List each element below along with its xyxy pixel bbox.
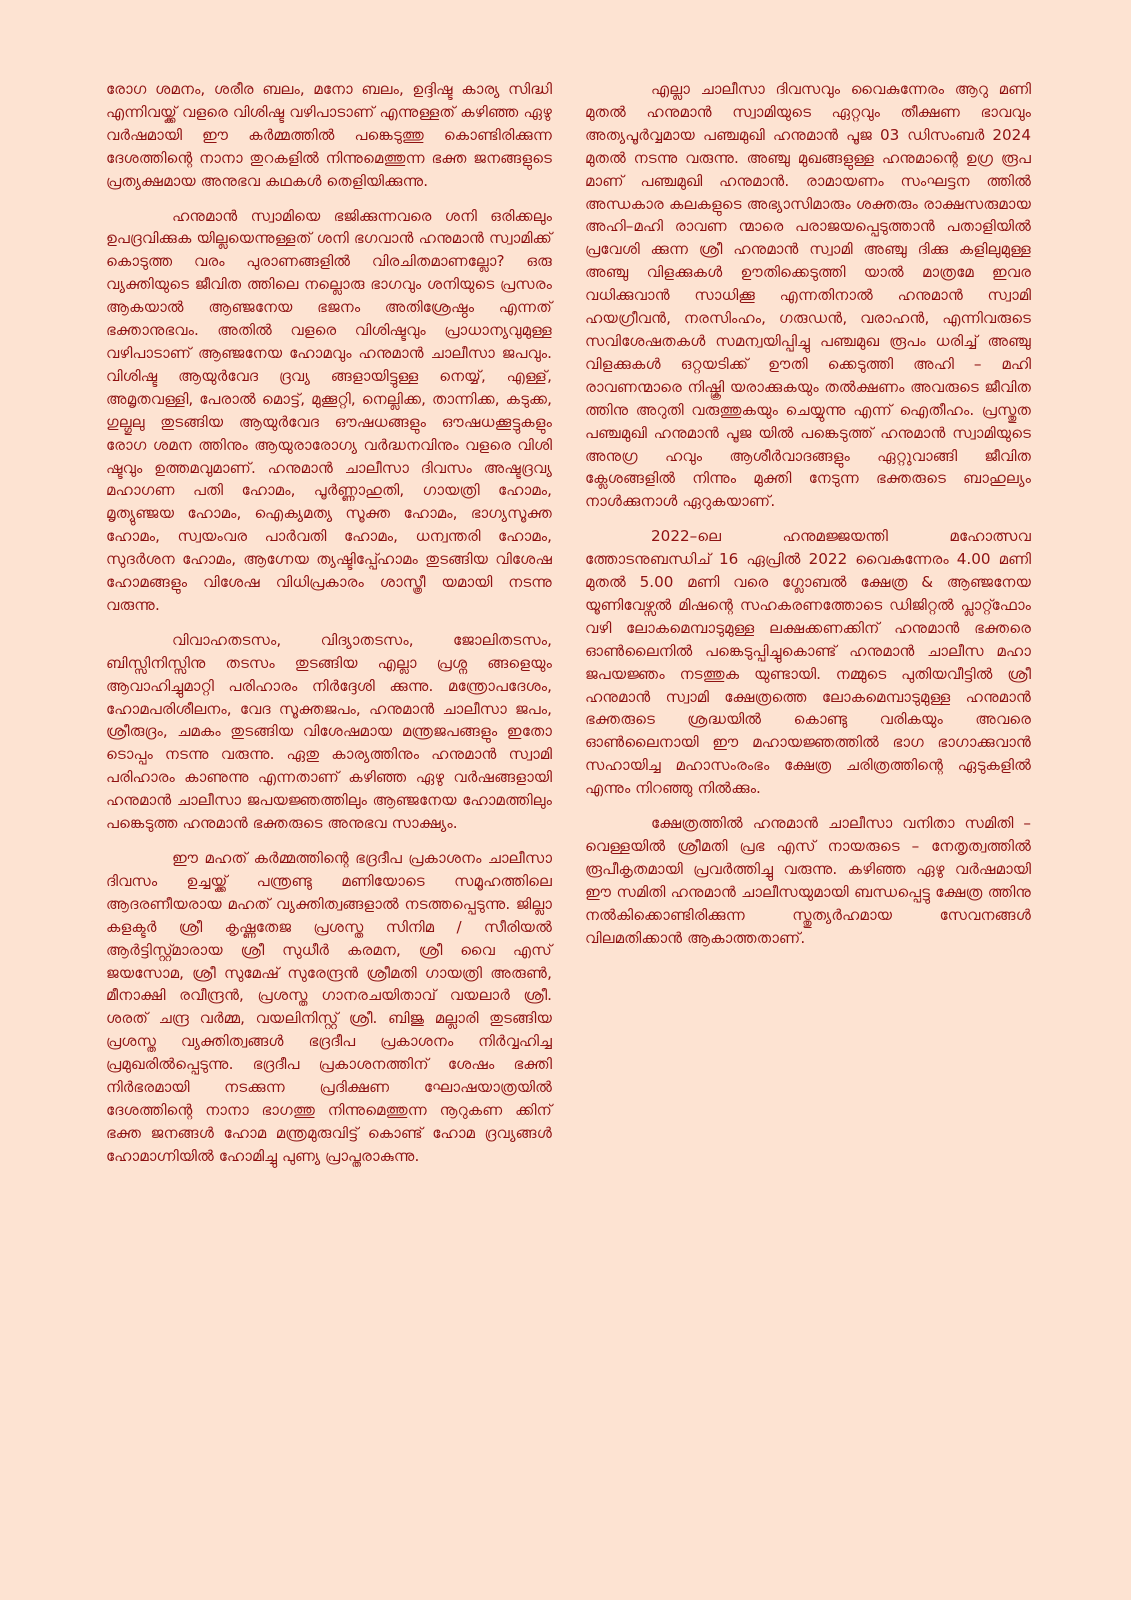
paragraph-hanuman-jayanti-2022: 2022–ലെ ഹനുമജ്ജയന്തി മഹോത്സവ ത്തോടനുബന്ധിച് 16 ഏപ്രിൽ 2022 വൈകുന്നേരം 4.00 മണി മുതൽ 5.00 മണി വരെ ഗ്ലോബൽ ക്ഷേത്ര & ആഞ്ജനേയ യൂണിവേഴ്സൽ മിഷന്റെ സഹകരണത്തോടെ ഡിജിറ്റൽ പ്ലാറ്റ്ഫോം വഴി ലോകമെമ്പാടുമുള്ള ലക്ഷക്കണക്കിന് ഹനുമാൻ ഭക്തരെ ഓൺലൈനിൽ പങ്കെടുപ്പിച്ചുകൊണ്ട് ഹനുമാൻ ചാലീസ മഹാ ജപയജ്ഞം നടത്തുക യുണ്ടായി. നമ്മുടെ പുതിയവീട്ടിൽ ശ്രീ ഹനുമാൻ സ്വാമി ക്ഷേത്രത്തെ ലോകമെമ്പാടുമുള്ള ഹനുമാൻ ഭക്തരുടെ ശ്രദ്ധയിൽ കൊണ്ടു വരികയും അവരെ ഓൺലൈനായി ഈ മഹായജ്ഞത്തിൽ ഭാഗ ഭാഗാക്കുവാൻ സഹായിച്ച മഹാസംരംഭം ക്ഷേത്ര ചരിത്രത്തിന്റെ ഏടുകളിൽ എന്നും നിറഞ്ഞു നിൽക്കും. — [585, 527, 1031, 798]
paragraph-panchamukhi-puja: എല്ലാ ചാലീസാ ദിവസവും വൈകുന്നേരം ആറു മണി മുതൽ ഹനുമാൻ സ്വാമിയുടെ ഏറ്റവും തീക്ഷണ ഭാവവും അത്യപൂർവ്വമായ പഞ്ചമുഖി ഹനുമാൻ പൂജ 03 ഡിസംബർ 2024 മുതൽ നടന്നു വരുന്നു. അഞ്ചു മുഖങ്ങളുള്ള ഹനുമാന്റെ ഉഗ്ര രൂപ മാണ് പഞ്ചമുഖി ഹനുമാൻ. രാമായണം സംഘട്ടന ത്തിൽ അന്ധകാര കലകളുടെ അഭ്യാസിമാരും ശക്തരും രാക്ഷസരുമായ അഹി–മഹി രാവണ ന്മാരെ പരാജയപ്പെടുത്താൻ പതാളിയിൽ പ്രവേശി ക്കുന്ന ശ്രീ ഹനുമാൻ സ്വാമി അഞ്ചു ദിക്കു കളിലുമുള്ള അഞ്ചു വിളക്കുകൾ ഊതിക്കെടുത്തി യാൽ മാത്രമേ ഇവര വധിക്കുവാൻ സാധിക്കൂ എന്നതിനാൽ ഹനുമാൻ സ്വാമി ഹയഗ്രീവൻ, നരസിംഹം, ഗരുഡൻ, വരാഹൻ, എന്നിവരുടെ സവിശേഷതകൾ സമന്വയിപ്പിച്ചു പഞ്ചമുഖ രൂപം ധരിച്ച് അഞ്ചു വിളക്കുകൾ ഒറ്റയടിക്ക് ഊതി ക്കെടുത്തി അഹി – മഹി രാവണന്മാരെ നിഷ്ക്രി യരാക്കുകയും തൽക്ഷണം അവരുടെ ജീവിത ത്തിനു അറുതി വരുത്തുകയും ചെയ്യുന്നു എന്ന് ഐതീഹം. പ്രസ്തുത പഞ്ചമുഖി ഹനുമാൻ പൂജ യിൽ പങ്കെടുത്ത് ഹനുമാൻ സ്വാമിയുടെ അനുഗ്ര ഹവും ആശീർവാദങ്ങളും ഏറ്റുവാങ്ങി ജീവിത ക്ലേശങ്ങളിൽ നിന്നും മുക്തി നേടുന്ന ഭക്തരുടെ ബാഹുല്യം നാൾക്കുനാൾ ഏറുകയാണ്. — [585, 80, 1031, 511]
left-column — [106, 78, 552, 1600]
paragraph-lamp-lighting: ഈ മഹത് കർമ്മത്തിന്റെ ഭദ്രദീപ പ്രകാശനം ചാലീസാ ദിവസം ഉച്ചയ്ക്ക് പന്ത്രണ്ടു മണിയോടെ സമൂഹത്തിലെ ആദരണീയരായ മഹത് വ്യക്തിത്വങ്ങളാൽ നടത്തപ്പെടുന്നു. ജില്ലാ കളക്ടർ ശ്രീ കൃഷ്ണതേജ പ്രശസ്ത സിനിമ / സീരിയൽ ആർട്ടിസ്റ്റ്മാരായ ശ്രീ സുധീർ കരമന, ശ്രീ വൈ എസ് ജയസോമ, ശ്രീ സുമേഷ് സുരേന്ദ്രൻ ശ്രീമതി ഗായത്രി അരുൺ, മീനാക്ഷി രവീന്ദ്രൻ, പ്രശസ്ത ഗാനരചയിതാവ് വയലാർ ശ്രീ. ശരത് ചന്ദ്ര വർമ്മ, വയലിനിസ്റ്റ് ശ്രീ. ബിജു മല്ലാരി തുടങ്ങിയ പ്രശസ്ത വ്യക്തിത്വങ്ങൾ ഭദ്രദീപ പ്രകാശനം നിർവ്വഹിച്ച പ്രമുഖരിൽപ്പെടുന്നു. ഭദ്രദീപ പ്രകാശനത്തിന് ശേഷം ഭക്തി നിർഭരമായി നടക്കുന്ന പ്രദിക്ഷണ ഘോഷയാത്രയിൽ ദേശത്തിന്റെ നാനാ ഭാഗത്തു നിന്നുമെത്തുന്ന നൂറുകണ ക്കിന് ഭക്ത ജനങ്ങൾ ഹോമ മന്ത്രമുരുവിട്ട് കൊണ്ട് ഹോമ ദ്രവ്യങ്ങൾ ഹോമാഗ്നിയിൽ ഹോമിച്ചു പുണ്യ പ്രാപ്തരാകുന്നു. — [106, 849, 552, 1165]
paragraph-disease-relief: രോഗ ശമനം, ശരീര ബലം, മനോ ബലം, ഉദ്ദിഷ്ട കാര്യ സിദ്ധി എന്നിവയ്ക്ക് വളരെ വിശിഷ്ട വഴിപാടാണ് എന്നുള്ളത് കഴിഞ്ഞ ഏഴു വർഷമായി ഈ കർമ്മത്തിൽ പങ്കെടുത്തു കൊണ്ടിരിക്കുന്ന ദേശത്തിന്റെ നാനാ തുറകളിൽ നിന്നുമെത്തുന്ന ഭക്ത ജനങ്ങളുടെ പ്രത്യക്ഷമായ അനുഭവ കഥകൾ തെളിയിക്കുന്നു. — [106, 80, 552, 190]
paragraph-remedies: വിവാഹതടസം, വിദ്യാതടസം, ജോലിതടസം, ബിസ്സിനിസ്സിനു തടസം തുടങ്ങിയ എല്ലാ പ്രശ്ന ങ്ങളെയും ആവാഹിച്ചുമാറ്റി പരിഹാരം നിർദ്ദേശി ക്കുന്നു. മന്ത്രോപദേശം, ഹോമപരിശീലനം, വേദ സൂക്തജപം, ഹനുമാൻ ചാലീസാ ജപം, ശ്രീരുദ്രം, ചമകം തുടങ്ങിയ വിശേഷമായ മന്ത്രജപങ്ങളും ഇതോ ടൊപ്പം നടന്നു വരുന്നു. ഏതു കാര്യത്തിനും ഹനുമാൻ സ്വാമി പരിഹാരം കാണുന്നു എന്നതാണ് കഴിഞ്ഞ ഏഴു വർഷങ്ങളായി ഹനുമാൻ ചാലീസാ ജപയജ്ഞത്തിലും ആഞ്ജനേയ ഹോമത്തിലും പങ്കെടുത്ത ഹനുമാൻ ഭക്തരുടെ അനുഭവ സാക്ഷ്യം. — [106, 630, 552, 833]
paragraph-vanitha-samithi: ക്ഷേത്രത്തിൽ ഹനുമാൻ ചാലീസാ വനിതാ സമിതി – വെള്ളയിൽ ശ്രീമതി പ്രഭ എസ് നായരുടെ – നേതൃത്വത്തിൽ രൂപീകൃതമായി പ്രവർത്തിച്ചു വരുന്നു. കഴിഞ്ഞ ഏഴു വർഷമായി ഈ സമിതി ഹനുമാൻ ചാലീസയുമായി ബന്ധപ്പെട്ടു ക്ഷേത്ര ത്തിനു നൽകിക്കൊണ്ടിരിക്കുന്ന സ്തുത്യർഹമായ സേവനങ്ങൾ വിലമതിക്കാൻ ആകാത്തതാണ്. — [585, 814, 1031, 947]
paragraph-shani-hanuman: ഹനുമാൻ സ്വാമിയെ ഭജിക്കുന്നവരെ ശനി ഒരിക്കലും ഉപദ്രവിക്കുക യില്ലയെന്നുള്ളത് ശനി ഭഗവാൻ ഹനുമാൻ സ്വാമിക്ക് കൊടുത്ത വരം പുരാണങ്ങളിൽ വിരചിതമാണല്ലോ? ഒരു വ്യക്തിയുടെ ജീവിത ത്തിലെ നല്ലൊരു ഭാഗവും ശനിയുടെ പ്രസരം ആകയാൽ ആഞ്ജനേയ ഭജനം അതിശ്രേഷ്ഠം എന്നത് ഭക്താനുഭവം. അതിൽ വളരെ വിശിഷ്ടവും പ്രാധാന്യവുമുള്ള വഴിപാടാണ് ആഞ്ജനേയ ഹോമവും ഹനുമാൻ ചാലീസാ ജപവും. വിശിഷ്ട ആയുർവേദ ദ്രവ്യ ങ്ങളായിട്ടുള്ള നെയ്യ്, എള്ള്, അമൃതവള്ളി, പേരാൽ മൊട്ട്, മുക്കൂറ്റി, നെല്ലിക്ക, താന്നിക്ക, കടുക്ക, ഗുല്ഗുലു തുടങ്ങിയ ആയുർവേദ ഔഷധങ്ങളും ഔഷധക്കൂട്ടുകളും രോഗ ശമന ത്തിനും ആയുരാരോഗ്യ വർദ്ധനവിനും വളരെ വിശി ഷ്ടവും ഉത്തമവുമാണ്. ഹനുമാൻ ചാലീസാ ദിവസം അഷ്ടദ്രവ്യ മഹാഗണ പതി ഹോമം, പൂർണ്ണാഹുതി, ഗായത്രി ഹോമം, മൃത്യുഞ്ജയ ഹോമം, ഐക്യമത്യ സൂക്ത ഹോമം, ഭാഗ്യസൂക്ത ഹോമം, സ്വയംവര പാർവതി ഹോമം, ധന്വന്തരി ഹോമം, സുദർശന ഹോമം, ആഗ്നേയ ത്യഷ്ടിപ്പ്ഹോമം തുടങ്ങിയ വിശേഷ ഹോമങ്ങളും വിശേഷ വിധിപ്രകാരം ശാസ്ത്രീ യമായി നടന്നു വരുന്നു. — [106, 206, 552, 614]
right-column — [585, 78, 1031, 1600]
